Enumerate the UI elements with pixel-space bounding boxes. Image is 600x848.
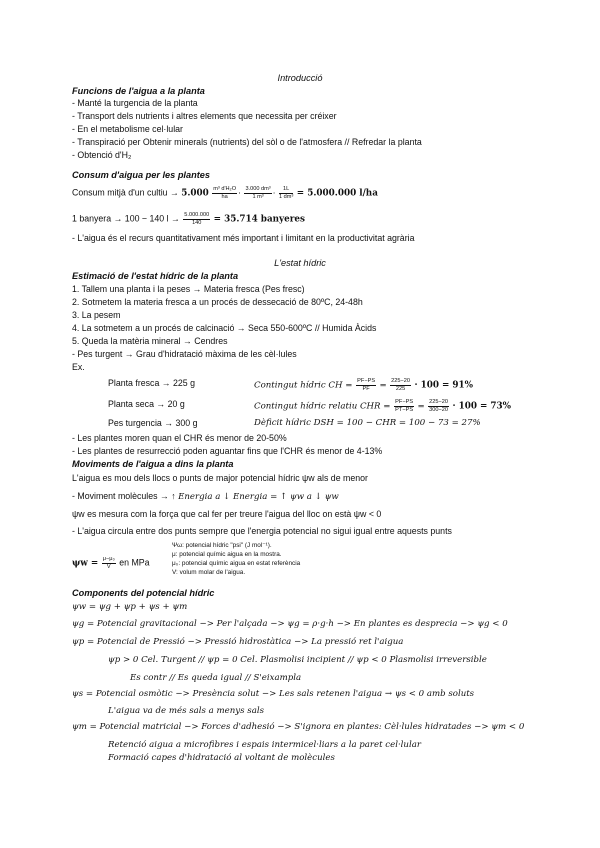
formula-legend: V: volum molar de l'aigua.	[172, 569, 246, 576]
formula-legend: Ψω: potencial hídric "psi" (J mol⁻¹).	[172, 542, 272, 549]
step: Ex.	[72, 362, 85, 372]
component-line: ψp = Potencial de Pressió −> Pressió hidrostàtica −> La pressió ret l'aigua	[72, 637, 404, 647]
component-line: ψw = ψg + ψp + ψs + ψm	[72, 602, 188, 612]
function-item: - En el metabolisme cel·lular	[72, 124, 183, 134]
formula-legend: μ₀: potencial químic aigua en estat referència	[172, 560, 301, 567]
intro-title: Introducció	[277, 73, 323, 83]
component-line: L'aigua va de més sals a menys sals	[108, 706, 264, 716]
step: 5. Queda la matèria mineral → Cendres	[72, 336, 228, 346]
movement-line: - L'aigua circula entre dos punts sempre que l'energia potencial no sigui igual entre aquests punts	[72, 526, 452, 536]
component-line: Formació capes d'hidratació al voltant de molècules	[108, 753, 335, 763]
formula-legend: μ: potencial químic aigua en la mostra.	[172, 551, 282, 558]
component-line: ψp > 0 Cel. Turgent // ψp = 0 Cel. Plasmolisi incipient // ψp < 0 Plasmolisi irreversible	[108, 655, 487, 665]
function-item: - Transpiració per Obtenir minerals (nutrients) del sòl o de l'atmosfera // Refredar la planta	[72, 137, 422, 147]
movement-line: - Moviment molècules → ↑ Energia a ↓ Energia = ↑ ψw a ↓ ψw	[72, 491, 339, 502]
step: 4. La sotmetem a un procés de calcinació → Seca 550-600ºC // Humida Àcids	[72, 323, 377, 333]
consumption-line-2: 1 banyera → 100 − 140 l → $\frac{5.000.000}{140}$ = 35.714 banyeres	[72, 212, 305, 226]
function-item: - Manté la turgencia de la planta	[72, 98, 198, 108]
step: 2. Sotmetem la materia fresca a un procés de dessecació de 80ºC, 24-48h	[72, 297, 363, 307]
example-right: Contingut hídric relatiu CHR = $\frac{PF-PS}{PT-PS}$ = $\frac{225-20}{300-20}$ · 100 = 73%	[254, 399, 512, 413]
functions-heading: Funcions de l'aigua a la planta	[72, 86, 205, 96]
step: - Pes turgent → Grau d'hidratació màxima de les cèl·lules	[72, 349, 297, 359]
note: - Les plantes de resurrecció poden aguantar fins que l'CHR és menor de 4-13%	[72, 446, 383, 456]
component-line: ψm = Potencial matricial −> Forces d'adhesió −> S'ignora en plantes: Cèl·lules hidratades −> ψm < 0	[72, 722, 525, 732]
example-left: Pes turgencia → 300 g	[108, 418, 198, 428]
consumption-line-3: - L'aigua és el recurs quantitativament més important i limitant en la productivitat agrària	[72, 233, 415, 243]
component-line: ψs = Potencial osmòtic −> Presència solut −> Les sals retenen l'aigua → ψs < 0 amb soluts	[72, 689, 475, 699]
water-state-title: L'estat hídric	[274, 258, 326, 268]
consumption-heading: Consum d'aigua per les plantes	[72, 170, 210, 180]
step: 1. Tallem una planta i la peses → Materia fresca (Pes fresc)	[72, 284, 305, 294]
component-line: Es contr // Es queda igual // S'eixampla	[130, 673, 302, 683]
function-item: - Obtenció d'H₂	[72, 150, 132, 160]
component-line: ψg = Potencial gravitacional −> Per l'alçada −> ψg = ρ·g·h −> En plantes es desprecia −> ψg < 0	[72, 619, 508, 629]
example-right: Contingut hídric CH = $\frac{PF-PS}{PF}$ = $\frac{225-20}{225}$ · 100 = 91%	[254, 378, 474, 392]
component-line: Retenció aigua a microfibres i espais intermicel·liars a la paret cel·lular	[108, 740, 421, 750]
movements-heading: Moviments de l'aigua a dins la planta	[72, 459, 234, 469]
components-heading: Components del potencial hídric	[72, 588, 215, 598]
movement-line: ψw es mesura com la força que cal fer per treure l'aigua del lloc on està ψw < 0	[72, 509, 382, 519]
hydric-potential-formula: ψw = $\frac{\text{μ−μ₀}}{V}$ en MPa	[72, 556, 150, 570]
example-left: Planta seca → 20 g	[108, 399, 185, 409]
example-left: Planta fresca → 225 g	[108, 378, 196, 388]
step: 3. La pesem	[72, 310, 121, 320]
example-right: Dèficit hídric DSH = 100 − CHR = 100 − 73 = 27%	[254, 418, 481, 428]
function-item: - Transport dels nutrients i altres elements que necessita per créixer	[72, 111, 337, 121]
note: - Les plantes moren quan el CHR és menor de 20-50%	[72, 433, 287, 443]
consumption-line-1: Consum mitjà d'un cultiu → 5.000 $\frac{\text{m³ d'H₂O}}{ha}$ · $\frac{\text{3.000 dm³}}{\text{1 m³}}$ · $\frac{1L}{\text{1 dm³}}$ = 5.000.000 l/ha	[72, 186, 378, 200]
estimation-heading: Estimació de l'estat hídric de la planta	[72, 271, 239, 281]
movement-line: L'aigua es mou dels llocs o punts de major potencial hídric ψw als de menor	[72, 473, 368, 483]
